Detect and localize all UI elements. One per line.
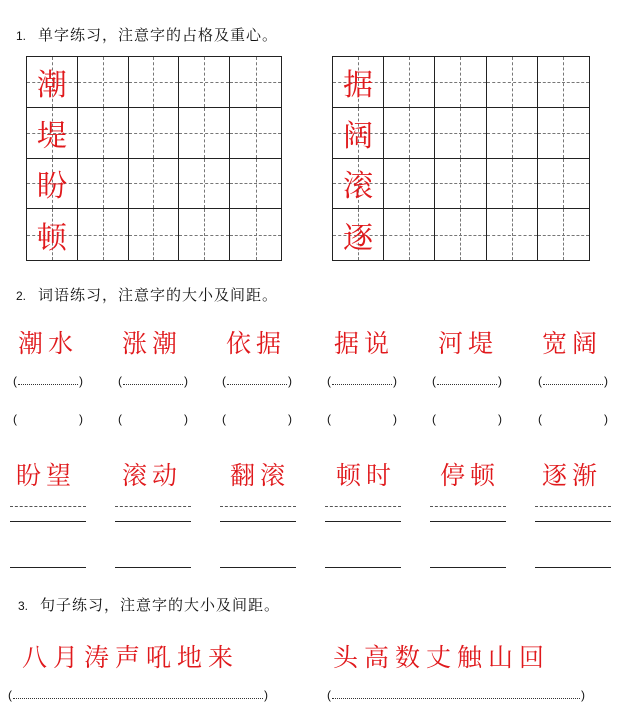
writing-dash-1 — [10, 506, 86, 507]
left-grid-model-char: 潮 — [36, 67, 67, 103]
word-row1-1: 潮水 — [18, 329, 79, 358]
left-grid-cell[interactable] — [129, 108, 180, 159]
section1-heading — [16, 24, 278, 45]
word-row2-4: 顿时 — [336, 461, 397, 490]
right-grid-cell[interactable] — [435, 108, 486, 159]
right-grid-model-char: 逐 — [343, 220, 374, 256]
right-grid-cell[interactable] — [538, 159, 589, 210]
word-row2-5: 停顿 — [440, 461, 501, 490]
left-grid-cell[interactable] — [27, 159, 78, 210]
left-grid-cell[interactable] — [78, 108, 129, 159]
right-grid-cell[interactable] — [538, 57, 589, 108]
left-grid-cell[interactable] — [129, 159, 180, 210]
section2-number: 2. — [16, 289, 27, 303]
left-grid-cell[interactable] — [230, 57, 281, 108]
right-grid-cell[interactable] — [333, 108, 384, 159]
pinyin-blank-4[interactable]: ( ) — [327, 374, 397, 388]
right-grid-cell[interactable] — [538, 108, 589, 159]
writing-dash-2 — [115, 506, 191, 507]
right-grid-model-char: 阔 — [343, 118, 374, 154]
word-row1-6: 宽阔 — [542, 329, 603, 358]
right-grid-cell[interactable] — [435, 209, 486, 260]
writing-line-5b[interactable] — [430, 567, 506, 568]
right-grid-cell[interactable] — [333, 159, 384, 210]
right-grid-cell[interactable] — [538, 209, 589, 260]
section2-heading — [16, 284, 278, 305]
left-grid-model-char: 盼 — [36, 169, 67, 205]
left-grid-cell[interactable] — [230, 108, 281, 159]
word-row2-1: 盼望 — [16, 461, 77, 490]
answer-blank-1[interactable]: ( ) — [13, 412, 83, 426]
writing-line-6b[interactable] — [535, 567, 611, 568]
writing-dash-5 — [430, 506, 506, 507]
left-grid-cell[interactable] — [179, 209, 230, 260]
writing-dash-4 — [325, 506, 401, 507]
writing-line-2b[interactable] — [115, 567, 191, 568]
pinyin-blank-5[interactable]: ( ) — [432, 374, 502, 388]
practice-grid-right — [332, 56, 590, 261]
writing-dash-6 — [535, 506, 611, 507]
right-grid-cell[interactable] — [487, 209, 538, 260]
left-grid-model-char: 堤 — [36, 118, 67, 154]
left-grid-cell[interactable] — [179, 159, 230, 210]
section3-number: 3. — [18, 599, 29, 613]
left-grid-cell[interactable] — [78, 159, 129, 210]
writing-line-4b[interactable] — [325, 567, 401, 568]
left-grid-cell[interactable] — [230, 159, 281, 210]
right-grid-cell[interactable] — [384, 108, 435, 159]
sentence-1: 八月涛声吼地来 — [22, 643, 240, 672]
pinyin-blank-3[interactable]: ( ) — [222, 374, 292, 388]
writing-line-6a[interactable] — [535, 521, 611, 522]
answer-blank-2[interactable]: ( ) — [118, 412, 188, 426]
left-grid-cell[interactable] — [27, 108, 78, 159]
sentence-blank-1[interactable]: ( ) — [8, 688, 268, 702]
word-row1-3: 依据 — [226, 329, 287, 358]
word-row1-2: 涨潮 — [122, 329, 183, 358]
left-grid-cell[interactable] — [129, 209, 180, 260]
section3-title: 句子练习，注意字的大小及间距。 — [40, 596, 281, 614]
left-grid-cell[interactable] — [27, 57, 78, 108]
section1-number: 1. — [16, 29, 27, 43]
right-grid-cell[interactable] — [487, 57, 538, 108]
right-grid-model-char: 滚 — [343, 169, 374, 205]
pinyin-blank-2[interactable]: ( ) — [118, 374, 188, 388]
answer-blank-5[interactable]: ( ) — [432, 412, 502, 426]
word-row1-5: 河堤 — [438, 329, 499, 358]
section2-title: 词语练习，注意字的大小及间距。 — [38, 286, 279, 304]
writing-line-1a[interactable] — [10, 521, 86, 522]
word-row1-4: 据说 — [334, 329, 395, 358]
left-grid-cell[interactable] — [78, 209, 129, 260]
right-grid-cell[interactable] — [487, 108, 538, 159]
right-grid-cell[interactable] — [333, 57, 384, 108]
right-grid-cell[interactable] — [435, 57, 486, 108]
section1-title: 单字练习，注意字的占格及重心。 — [38, 26, 279, 44]
writing-line-4a[interactable] — [325, 521, 401, 522]
pinyin-blank-1[interactable]: ( ) — [13, 374, 83, 388]
left-grid-model-char: 顿 — [36, 220, 67, 256]
right-grid-model-char: 据 — [343, 67, 374, 103]
answer-blank-3[interactable]: ( ) — [222, 412, 292, 426]
word-row2-3: 翻滚 — [230, 461, 291, 490]
answer-blank-6[interactable]: ( ) — [538, 412, 608, 426]
writing-line-3a[interactable] — [220, 521, 296, 522]
section3-heading — [18, 594, 280, 615]
pinyin-blank-6[interactable]: ( ) — [538, 374, 608, 388]
writing-line-2a[interactable] — [115, 521, 191, 522]
left-grid-cell[interactable] — [27, 209, 78, 260]
writing-line-5a[interactable] — [430, 521, 506, 522]
right-grid-cell[interactable] — [384, 159, 435, 210]
word-row2-2: 滚动 — [122, 461, 183, 490]
word-row2-6: 逐渐 — [542, 461, 603, 490]
right-grid-cell[interactable] — [487, 159, 538, 210]
left-grid-cell[interactable] — [179, 108, 230, 159]
sentence-2: 头高数丈触山回 — [333, 643, 551, 672]
left-grid-cell[interactable] — [78, 57, 129, 108]
left-grid-cell[interactable] — [230, 209, 281, 260]
writing-line-3b[interactable] — [220, 567, 296, 568]
right-grid-cell[interactable] — [435, 159, 486, 210]
left-grid-cell[interactable] — [129, 57, 180, 108]
practice-grid-left — [26, 56, 282, 261]
answer-blank-4[interactable]: ( ) — [327, 412, 397, 426]
left-grid-cell[interactable] — [179, 57, 230, 108]
right-grid-cell[interactable] — [333, 209, 384, 260]
right-grid-cell[interactable] — [384, 57, 435, 108]
writing-dash-3 — [220, 506, 296, 507]
right-grid-cell[interactable] — [384, 209, 435, 260]
writing-line-1b[interactable] — [10, 567, 86, 568]
sentence-blank-2[interactable]: ( ) — [327, 688, 585, 702]
